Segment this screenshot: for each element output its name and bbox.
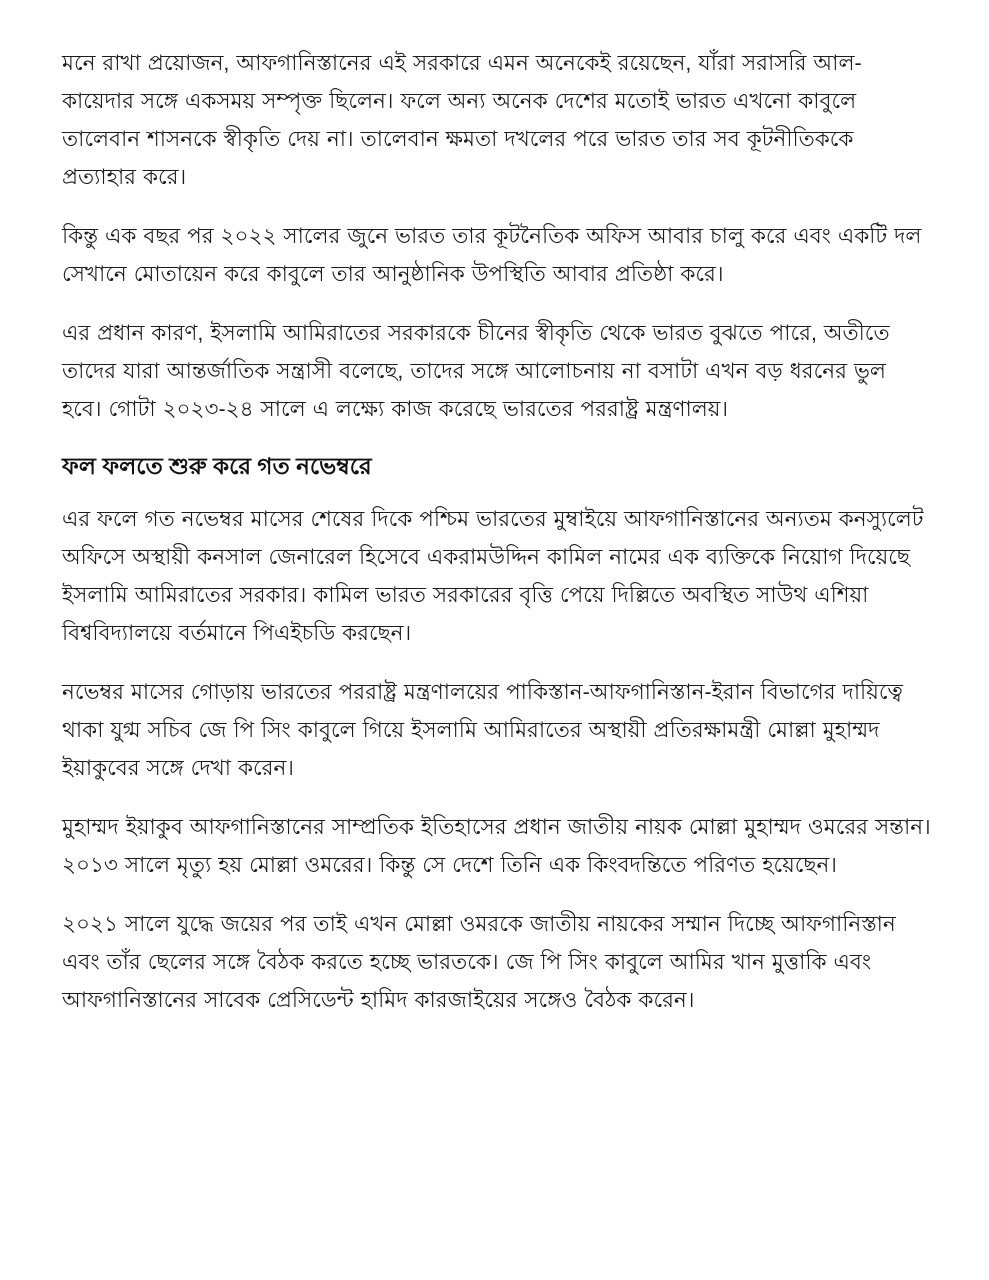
article-body (62, 44, 931, 1019)
paragraph: মুহাম্মদ ইয়াকুব আফগানিস্তানের সাম্প্রতিক ইতিহাসের প্রধান জাতীয় নায়ক মোল্লা মুহাম্মদ ওমরের সন্তান। ২০১৩ সালে মৃত্যু হয় মোল্লা ওমরের। কিন্তু সে দেশে তিনি এক কিংবদন্তিতে পরিণত হয়েছেন। (62, 815, 931, 877)
paragraph: নভেম্বর মাসের গোড়ায় ভারতের পররাষ্ট্র মন্ত্রণালয়ের পাকিস্তান-আফগানিস্তান-ইরান বিভাগের দায়িত্বে থাকা যুগ্ম সচিব জে পি সিং কাবুলে গিয়ে ইসলামি আমিরাতের অস্থায়ী প্রতিরক্ষামন্ত্রী মোল্লা মুহাম্মদ ইয়াকুবের সঙ্গে দেখা করেন। (62, 680, 903, 780)
paragraph: এর প্রধান কারণ, ইসলামি আমিরাতের সরকারকে চীনের স্বীকৃতি থেকে ভারত বুঝতে পারে, অতীতে তাদের যারা আন্তর্জাতিক সন্ত্রাসী বলেছে, তাদের সঙ্গে আলোচনায় না বসাটা এখন বড় ধরনের ভুল হবে। গোটা ২০২৩-২৪ সালে এ লক্ষ্যে কাজ করেছে ভারতের পররাষ্ট্র মন্ত্রণালয়। (62, 321, 890, 421)
paragraph: মনে রাখা প্রয়োজন, আফগানিস্তানের এই সরকারে এমন অনেকেই রয়েছেন, যাঁরা সরাসরি আল-কায়েদার সঙ্গে একসময় সম্পৃক্ত ছিলেন। ফলে অন্য অনেক দেশের মতোই ভারত এখনো কাবুলে তালেবান শাসনকে স্বীকৃতি দেয় না। তালেবান ক্ষমতা দখলের পরে ভারত তার সব কূটনীতিককে প্রত্যাহার করে। (62, 51, 862, 189)
paragraph: ২০২১ সালে যুদ্ধে জয়ের পর তাই এখন মোল্লা ওমরকে জাতীয় নায়কের সম্মান দিচ্ছে আফগানিস্তান এবং তাঁর ছেলের সঙ্গে বৈঠক করতে হচ্ছে ভারতকে। জে পি সিং কাবুলে আমির খান মুত্তাকি এবং আফগানিস্তানের সাবেক প্রেসিডেন্ট হামিদ কারজাইয়ের সঙ্গেও বৈঠক করেন। (62, 912, 896, 1012)
paragraph: কিন্তু এক বছর পর ২০২২ সালের জুনে ভারত তার কূটনৈতিক অফিস আবার চালু করে এবং একটি দল সেখানে মোতায়েন করে কাবুলে তার আনুষ্ঠানিক উপস্থিতি আবার প্রতিষ্ঠা করে। (62, 224, 922, 286)
paragraph: এর ফলে গত নভেম্বর মাসের শেষের দিকে পশ্চিম ভারতের মুম্বাইয়ে আফগানিস্তানের অন্যতম কনস্যুলেট অফিসে অস্থায়ী কনসাল জেনারেল হিসেবে একরামউদ্দিন কামিল নামের এক ব্যক্তিকে নিয়োগ দিয়েছে ইসলামি আমিরাতের সরকার। কামিল ভারত সরকারের বৃত্তি পেয়ে দিল্লিতে অবস্থিত সাউথ এশিয়া বিশ্ববিদ্যালয়ে বর্তমানে পিএইচডি করছেন। (62, 507, 924, 645)
section-heading: ফল ফলতে শুরু করে গত নভেম্বরে (62, 453, 372, 479)
